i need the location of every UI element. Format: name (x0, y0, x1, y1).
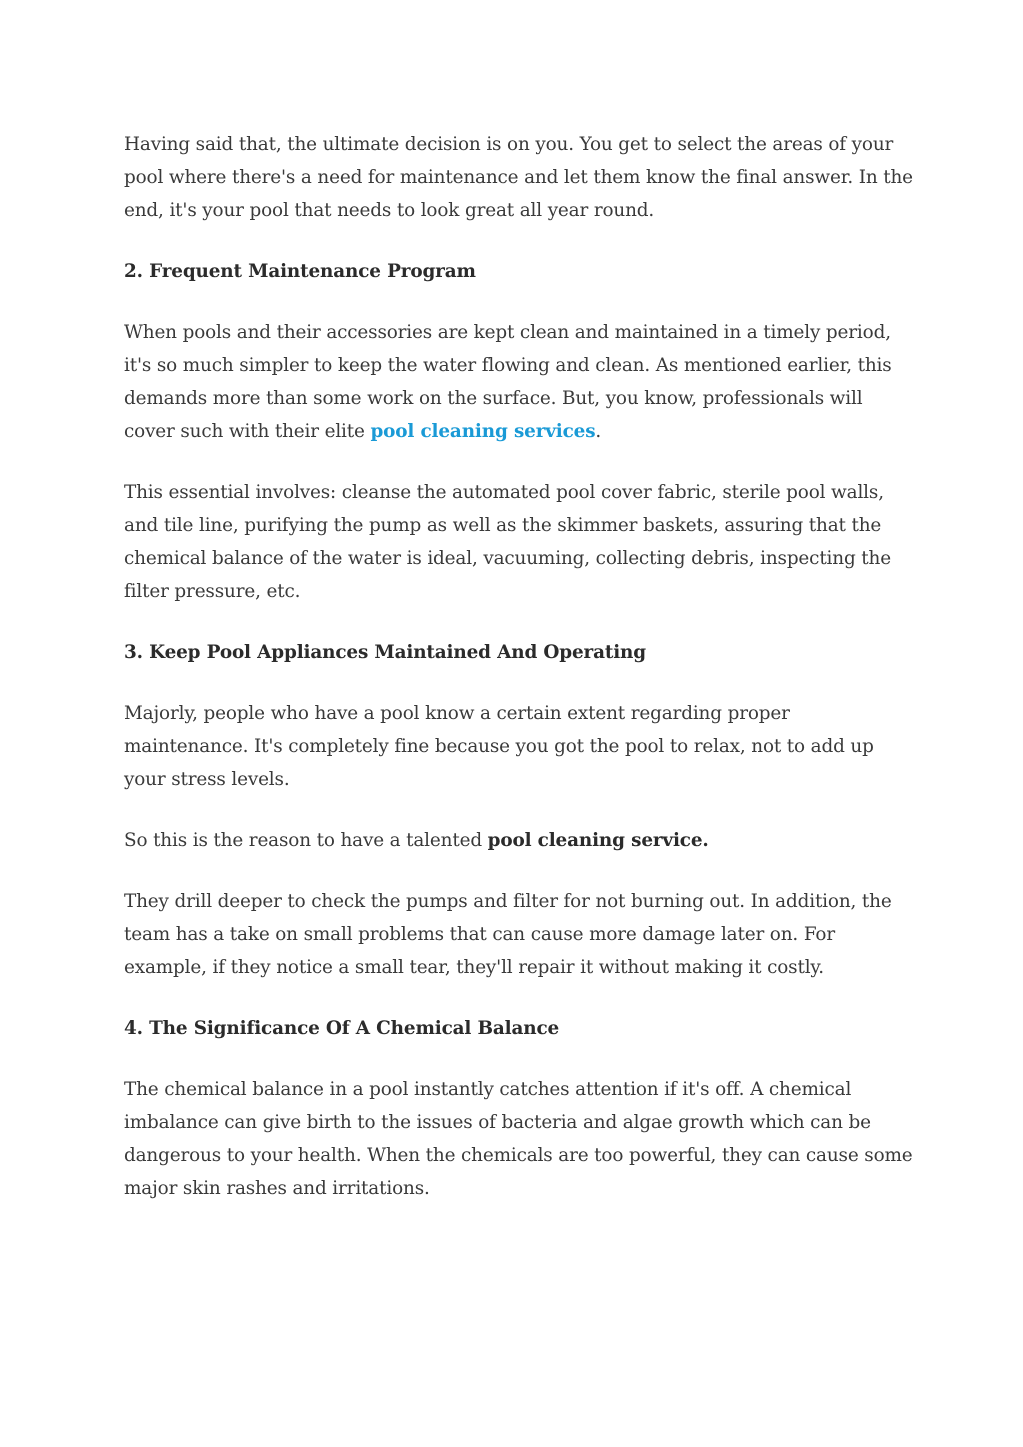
paragraph-talented-service (124, 824, 914, 857)
paragraph-talented-text: So this is the reason to have a talented (124, 830, 488, 851)
paragraph-maintenance-period: . (595, 421, 602, 442)
heading-chemical-balance: 4. The Significance Of A Chemical Balance (124, 1018, 560, 1039)
paragraph-drill-deeper: They drill deeper to check the pumps and filter for not burning out. In addition, the team has a take on small problems that can cause more damage later on. For example, if they notice a small tear, they'll repair it without making it costly. (124, 891, 892, 978)
paragraph-chemical-balance: The chemical balance in a pool instantly catches attention if it's off. A chemical imbalance can give birth to the issues of bacteria and algae growth which can be dangerous to your health. When the chemicals are too powerful, they can cause some major skin rashes and irritations. (124, 1079, 913, 1199)
paragraph-essential-involves: This essential involves: cleanse the automated pool cover fabric, sterile pool walls, and tile line, purifying the pump as well as the skimmer baskets, assuring that the chemical balance of the water is ideal, vacuuming, collecting debris, inspecting the filter pressure, etc. (124, 482, 891, 602)
paragraph-decision: Having said that, the ultimate decision is on you. You get to select the areas of your pool where there's a need for maintenance and let them know the final answer. In the end, it's your pool that needs to look great all year round. (124, 134, 913, 221)
paragraph-maintenance-text: When pools and their accessories are kept clean and maintained in a timely period, it's so much simpler to keep the water flowing and clean. As mentioned earlier, this demands more than some work on the surface. But, you know, professionals will cover such with their elite (124, 322, 892, 442)
paragraph-majorly: Majorly, people who have a pool know a certain extent regarding proper maintenance. It's completely fine because you got the pool to relax, not to add up your stress levels. (124, 703, 874, 790)
document-page (124, 128, 914, 1233)
heading-frequent-maintenance: 2. Frequent Maintenance Program (124, 261, 476, 282)
pool-cleaning-services-link[interactable]: pool cleaning services (370, 421, 596, 442)
heading-pool-appliances: 3. Keep Pool Appliances Maintained And Operating (124, 642, 646, 663)
pool-cleaning-service-bold: pool cleaning service. (487, 830, 709, 851)
paragraph-maintenance-program (124, 316, 914, 448)
